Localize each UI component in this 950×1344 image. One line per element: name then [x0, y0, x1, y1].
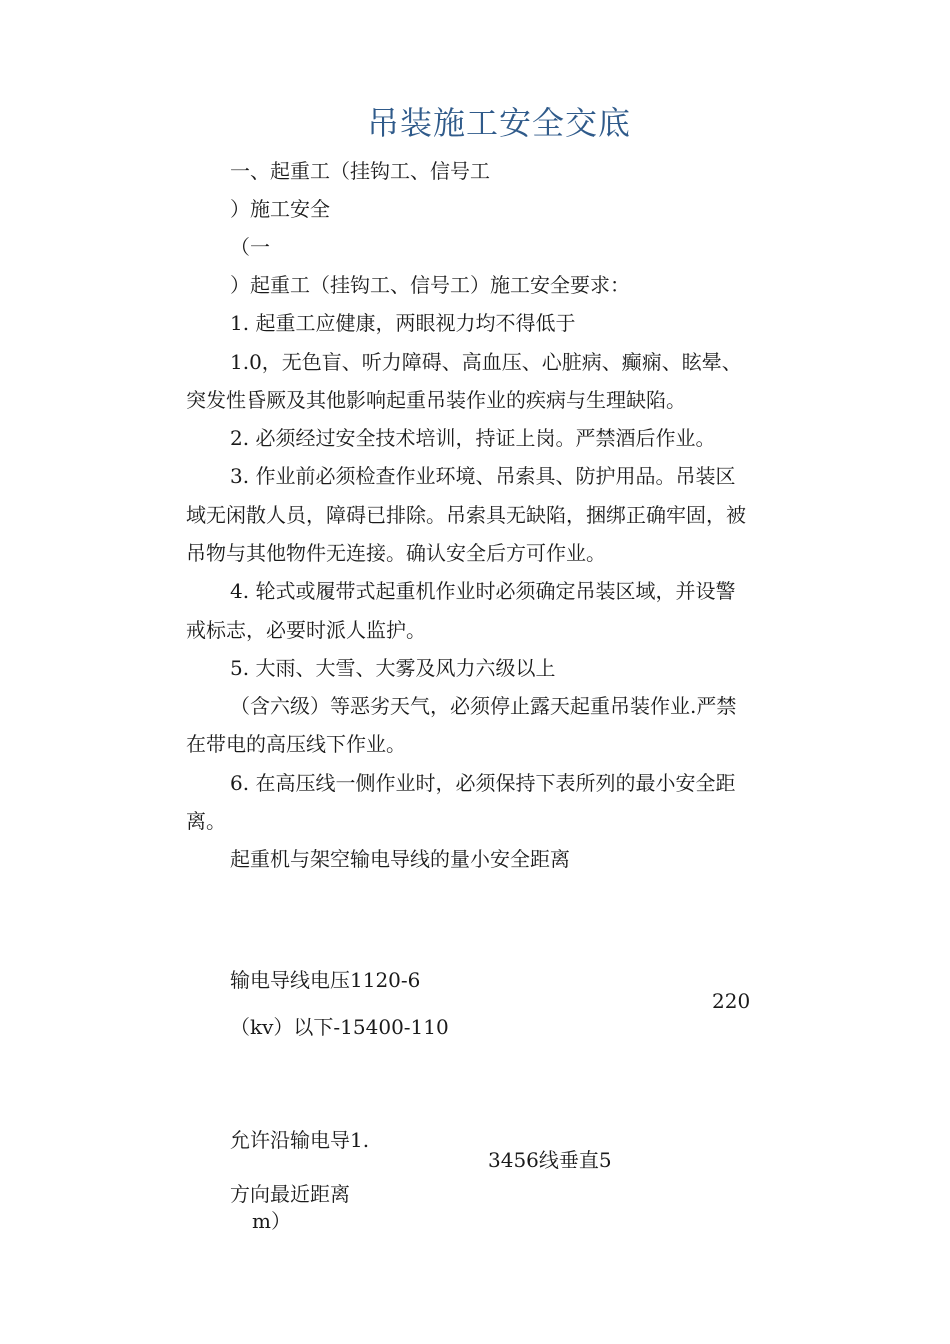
document-title: 吊装施工安全交底 — [366, 104, 631, 142]
table-cell-220: 220 — [712, 989, 751, 1013]
requirement-1: 1. 起重工应健康，两眼视力均不得低于 — [230, 311, 576, 335]
requirement-1-cont: 1.0，无色盲、听力障碍、高血压、心脏病、癫痫、眩晕、 — [230, 350, 742, 374]
requirement-5: 5. 大雨、大雪、大雾及风力六级以上 — [230, 656, 556, 680]
requirement-4-cont: 戒标志，必要时派人监护。 — [186, 618, 426, 642]
table-caption: 起重机与架空输电导线的量小安全距离 — [230, 847, 570, 871]
subsection-heading: （一 — [230, 235, 270, 259]
table-cell-unit: m） — [252, 1209, 291, 1233]
section-heading-cont: ）施工安全 — [230, 197, 330, 221]
requirement-2: 2. 必须经过安全技术培训，持证上岗。严禁酒后作业。 — [230, 426, 716, 450]
table-cell-distance-label: 允许沿输电导1. — [230, 1128, 370, 1152]
table-cell-distance-label-cont: 方向最近距离 — [230, 1182, 350, 1206]
requirement-3: 3. 作业前必须检查作业环境、吊索具、防护用品。吊装区 — [230, 464, 736, 488]
subsection-heading-cont: ）起重工（挂钩工、信号工）施工安全要求： — [230, 273, 630, 297]
requirement-5-cont: （含六级）等恶劣天气，必须停止露天起重吊装作业.严禁 — [230, 694, 737, 718]
requirement-4: 4. 轮式或履带式起重机作业时必须确定吊装区域，并设警 — [230, 579, 736, 603]
table-cell-voltage-unit: （kv）以下-15400-110 — [230, 1015, 449, 1039]
requirement-5-cont: 在带电的高压线下作业。 — [186, 732, 406, 756]
requirement-3-cont: 吊物与其他物件无连接。确认安全后方可作业。 — [186, 541, 606, 565]
section-heading: 一、起重工（挂钩工、信号工 — [230, 159, 490, 183]
requirement-6: 6. 在高压线一侧作业时，必须保持下表所列的最小安全距 — [230, 771, 736, 795]
table-cell-distance-values: 3456线垂直5 — [488, 1148, 612, 1172]
requirement-3-cont: 域无闲散人员，障碍已排除。吊索具无缺陷，捆绑正确牢固，被 — [186, 503, 746, 527]
requirement-1-cont: 突发性昏厥及其他影响起重吊装作业的疾病与生理缺陷。 — [186, 388, 686, 412]
requirement-6-cont: 离。 — [186, 809, 226, 833]
table-cell-voltage-label: 输电导线电压1120-6 — [230, 968, 421, 992]
